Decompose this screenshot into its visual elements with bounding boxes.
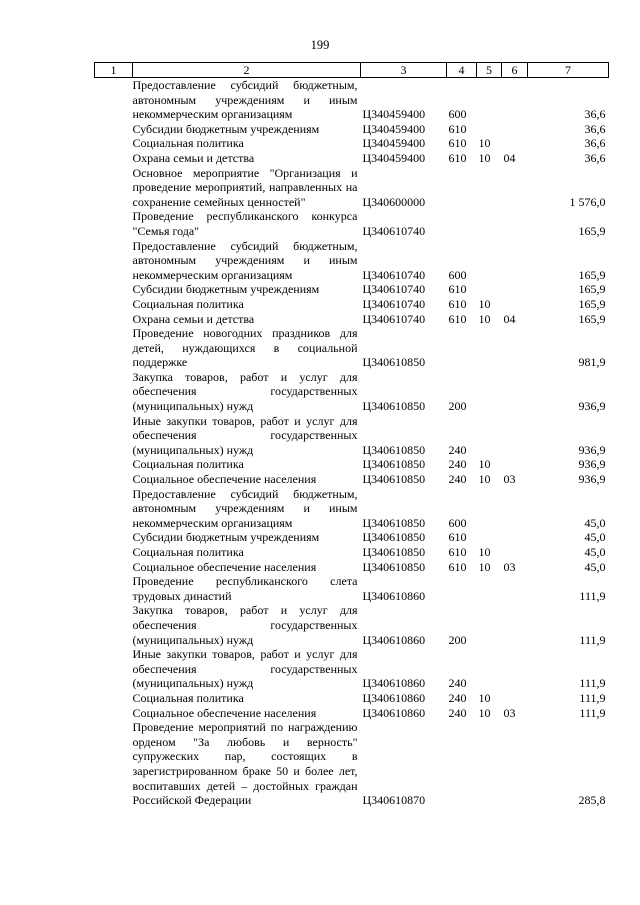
row-target-code: Ц340459400: [362, 136, 426, 151]
row-section: [477, 603, 502, 647]
row-expense-type: [447, 574, 477, 603]
table-row: [95, 136, 609, 151]
row-subsection: [502, 166, 528, 210]
empty-cell: [95, 574, 133, 603]
row-expense-type: [447, 720, 477, 808]
row-amount: 111,9: [579, 588, 606, 603]
empty-cell: [95, 472, 133, 487]
row-expense-type: [447, 166, 477, 210]
row-expense-type: 610: [448, 150, 467, 165]
row-target-code: Ц340610860: [362, 588, 426, 603]
row-section: [477, 487, 502, 531]
row-expense-type: 240: [448, 690, 467, 705]
row-expense-type: 610: [448, 530, 467, 545]
row-section: [477, 78, 502, 122]
empty-cell: [95, 297, 133, 312]
row-subsection: [502, 209, 528, 238]
table-row: [95, 239, 609, 283]
column-header-1: 1: [95, 63, 133, 78]
row-amount: 165,9: [578, 311, 606, 326]
row-section: [477, 326, 502, 370]
row-section: 10: [478, 559, 491, 574]
table-row: [95, 560, 609, 575]
row-amount: 36,6: [584, 150, 606, 165]
row-target-code: Ц340600000: [362, 194, 426, 209]
row-section: [477, 239, 502, 283]
table-row: [95, 312, 609, 327]
row-target-code: Ц340610860: [362, 705, 426, 720]
table-row: [95, 282, 609, 297]
row-expense-type: 240: [448, 442, 467, 457]
empty-cell: [95, 122, 133, 137]
row-subsection: [502, 647, 528, 691]
column-header-3: 3: [361, 63, 447, 78]
row-expense-type: 200: [448, 632, 467, 647]
row-name: Проведение мероприятий по награждению орденом "За любовь и верность" супружеских пар, состоящих в зарегистрированном браке 50 и более лет, воспитавших детей – достойных граждан Российской Федерации: [132, 720, 358, 808]
table-row: [95, 530, 609, 545]
empty-cell: [95, 151, 133, 166]
row-expense-type: 600: [448, 515, 467, 530]
table-row: [95, 414, 609, 458]
empty-cell: [95, 239, 133, 283]
row-section: 10: [478, 705, 491, 720]
empty-cell: [95, 560, 133, 575]
table-row: [95, 209, 609, 238]
row-name: Социальное обеспечение населения: [132, 705, 317, 720]
empty-cell: [95, 166, 133, 210]
table-row: [95, 370, 609, 414]
table-row: [95, 706, 609, 721]
row-subsection: [502, 78, 528, 122]
row-name: Субсидии бюджетным учреждениям: [132, 282, 320, 297]
table-row: [95, 487, 609, 531]
row-name: Проведение республиканского конкурса "Семья года": [132, 209, 358, 238]
empty-cell: [95, 706, 133, 721]
row-expense-type: 200: [448, 399, 467, 414]
table-row: [95, 691, 609, 706]
row-name: Социальная политика: [132, 545, 244, 559]
row-amount: 36,6: [584, 121, 606, 136]
row-subsection: [502, 326, 528, 370]
empty-cell: [95, 78, 133, 122]
row-subsection: 04: [503, 150, 516, 165]
row-amount: 36,6: [584, 107, 606, 122]
empty-cell: [95, 530, 133, 545]
row-section: [477, 530, 502, 545]
row-amount: 45,0: [584, 559, 606, 574]
row-target-code: Ц340610740: [362, 267, 426, 282]
row-section: [477, 370, 502, 414]
row-expense-type: 610: [448, 559, 467, 574]
row-section: 10: [478, 457, 491, 472]
empty-cell: [95, 282, 133, 297]
column-header-4: 4: [447, 63, 477, 78]
row-section: 10: [478, 545, 491, 559]
table-row: [95, 603, 609, 647]
row-name: Социальная политика: [132, 136, 244, 151]
empty-cell: [95, 647, 133, 691]
row-subsection: 04: [503, 311, 516, 326]
row-name: Социальное обеспечение населения: [132, 472, 317, 487]
row-name: Закупка товаров, работ и услуг для обеспечения государственных (муниципальных) нужд: [132, 369, 358, 414]
row-expense-type: 600: [448, 267, 467, 282]
row-expense-type: 610: [448, 311, 467, 326]
column-header-2: 2: [133, 63, 361, 78]
row-target-code: Ц340610850: [362, 442, 426, 457]
empty-cell: [95, 209, 133, 238]
row-amount: 936,9: [578, 399, 606, 414]
empty-cell: [95, 545, 133, 560]
table-row: [95, 122, 609, 137]
table-row: [95, 574, 609, 603]
row-section: 10: [478, 296, 491, 311]
row-subsection: 03: [503, 472, 516, 487]
row-target-code: Ц340610850: [362, 545, 426, 559]
row-target-code: Ц340459400: [362, 150, 426, 165]
row-name: Социальная политика: [132, 296, 244, 311]
row-subsection: [502, 530, 528, 545]
row-target-code: Ц340459400: [362, 107, 426, 122]
row-expense-type: 610: [448, 282, 467, 297]
row-expense-type: [447, 209, 477, 238]
row-amount: 165,9: [578, 267, 606, 282]
row-expense-type: 240: [448, 472, 467, 487]
row-subsection: [502, 282, 528, 297]
row-section: [477, 209, 502, 238]
row-target-code: Ц340610850: [362, 399, 426, 414]
row-section: [477, 574, 502, 603]
row-subsection: [502, 487, 528, 531]
table-row: [95, 78, 609, 122]
empty-cell: [95, 487, 133, 531]
row-expense-type: 610: [448, 136, 467, 151]
table-body: [95, 78, 609, 808]
row-amount: 111,9: [579, 632, 606, 647]
row-name: Предоставление субсидий бюджетным, автономным учреждениям и иным некоммерческим организациям: [132, 486, 358, 530]
row-subsection: [502, 297, 528, 312]
row-target-code: Ц340610740: [362, 296, 426, 311]
row-amount: 936,9: [578, 472, 606, 487]
row-name: Социальная политика: [132, 457, 244, 472]
row-subsection: [502, 370, 528, 414]
row-subsection: [502, 720, 528, 808]
empty-cell: [95, 136, 133, 151]
row-amount: 981,9: [578, 355, 606, 370]
row-target-code: Ц340610850: [362, 515, 426, 530]
empty-cell: [95, 457, 133, 472]
row-subsection: 03: [503, 559, 516, 574]
row-expense-type: 240: [448, 457, 467, 472]
row-expense-type: 600: [448, 107, 467, 122]
row-section: 10: [478, 136, 491, 151]
row-target-code: Ц340610740: [362, 282, 426, 297]
row-amount: 285,8: [578, 793, 606, 808]
table-row: [95, 326, 609, 370]
table-row: [95, 472, 609, 487]
row-expense-type: [447, 326, 477, 370]
row-subsection: [502, 457, 528, 472]
table-row: [95, 647, 609, 691]
table-row: [95, 297, 609, 312]
row-target-code: Ц340610850: [362, 457, 426, 472]
row-name: Субсидии бюджетным учреждениям: [132, 530, 320, 545]
row-name: Охрана семьи и детства: [132, 311, 255, 326]
row-subsection: [502, 136, 528, 151]
empty-cell: [95, 414, 133, 458]
row-expense-type: 240: [448, 705, 467, 720]
empty-cell: [95, 326, 133, 370]
row-section: 10: [478, 690, 491, 705]
table-row: [95, 457, 609, 472]
column-header-5: 5: [477, 63, 502, 78]
row-name: Предоставление субсидий бюджетным, автономным учреждениям и иным некоммерческим организациям: [132, 78, 358, 122]
row-target-code: Ц340610850: [362, 472, 426, 487]
row-target-code: Ц340610860: [362, 632, 426, 647]
row-amount: 111,9: [579, 705, 606, 720]
row-target-code: Ц340610850: [362, 559, 426, 574]
row-section: 10: [478, 150, 491, 165]
row-name: Иные закупки товаров, работ и услуг для обеспечения государственных (муниципальных) нужд: [132, 647, 358, 691]
empty-cell: [95, 370, 133, 414]
row-target-code: Ц340459400: [362, 121, 426, 136]
row-amount: 45,0: [584, 545, 606, 559]
row-section: 10: [478, 311, 491, 326]
row-expense-type: 610: [448, 296, 467, 311]
row-name: Предоставление субсидий бюджетным, автономным учреждениям и иным некоммерческим организациям: [132, 238, 358, 282]
row-amount: 45,0: [584, 515, 606, 530]
row-subsection: [502, 603, 528, 647]
row-name: Основное мероприятие "Организация и проведение мероприятий, направленных на сохранение семейных ценностей": [132, 165, 358, 209]
row-amount: 165,9: [578, 223, 606, 238]
row-amount: 111,9: [579, 690, 606, 705]
row-amount: 36,6: [584, 136, 606, 151]
row-section: [477, 282, 502, 297]
row-amount: 45,0: [584, 530, 606, 545]
row-subsection: [502, 691, 528, 706]
row-expense-type: 610: [448, 545, 467, 559]
row-section: [477, 647, 502, 691]
row-target-code: Ц340610740: [362, 223, 426, 238]
row-section: 10: [478, 472, 491, 487]
row-name: Социальное обеспечение населения: [132, 559, 317, 574]
empty-cell: [95, 603, 133, 647]
row-amount: 936,9: [578, 442, 606, 457]
page-number: 199: [310, 38, 330, 52]
row-section: [477, 166, 502, 210]
row-section: [477, 414, 502, 458]
row-amount: 936,9: [578, 457, 606, 472]
row-target-code: Ц340610850: [362, 355, 426, 370]
row-subsection: [502, 414, 528, 458]
row-subsection: [502, 239, 528, 283]
row-name: Субсидии бюджетным учреждениям: [132, 121, 320, 136]
row-target-code: Ц340610870: [362, 793, 426, 808]
empty-cell: [95, 720, 133, 808]
row-name: Закупка товаров, работ и услуг для обеспечения государственных (муниципальных) нужд: [132, 603, 358, 647]
row-target-code: Ц340610860: [362, 676, 426, 691]
row-name: Иные закупки товаров, работ и услуг для обеспечения государственных (муниципальных) нужд: [132, 413, 358, 457]
row-target-code: Ц340610850: [362, 530, 426, 545]
row-name: Охрана семьи и детства: [132, 150, 255, 165]
row-expense-type: 610: [448, 121, 467, 136]
row-amount: 165,9: [578, 296, 606, 311]
table-row: [95, 151, 609, 166]
empty-cell: [95, 691, 133, 706]
table-header: [95, 63, 609, 78]
row-name: Проведение новогодних праздников для детей, нуждающихся в социальной поддержке: [132, 326, 358, 370]
table-row: [95, 166, 609, 210]
table-row: [95, 545, 609, 560]
budget-table: [94, 62, 609, 808]
empty-cell: [95, 312, 133, 327]
table-row: [95, 720, 609, 808]
row-amount: 165,9: [578, 282, 606, 297]
row-subsection: [502, 545, 528, 560]
row-expense-type: 240: [448, 676, 467, 691]
row-name: Проведение республиканского слета трудовых династий: [132, 574, 358, 603]
row-target-code: Ц340610740: [362, 311, 426, 326]
row-subsection: 03: [503, 705, 516, 720]
column-header-6: 6: [502, 63, 528, 78]
row-name: Социальная политика: [132, 690, 244, 705]
column-header-7: 7: [528, 63, 609, 78]
row-section: [477, 122, 502, 137]
row-subsection: [502, 122, 528, 137]
header-row: [95, 63, 609, 78]
row-amount: 111,9: [579, 676, 606, 691]
row-subsection: [502, 574, 528, 603]
row-amount: 1 576,0: [569, 194, 606, 209]
row-section: [477, 720, 502, 808]
row-target-code: Ц340610860: [362, 690, 426, 705]
